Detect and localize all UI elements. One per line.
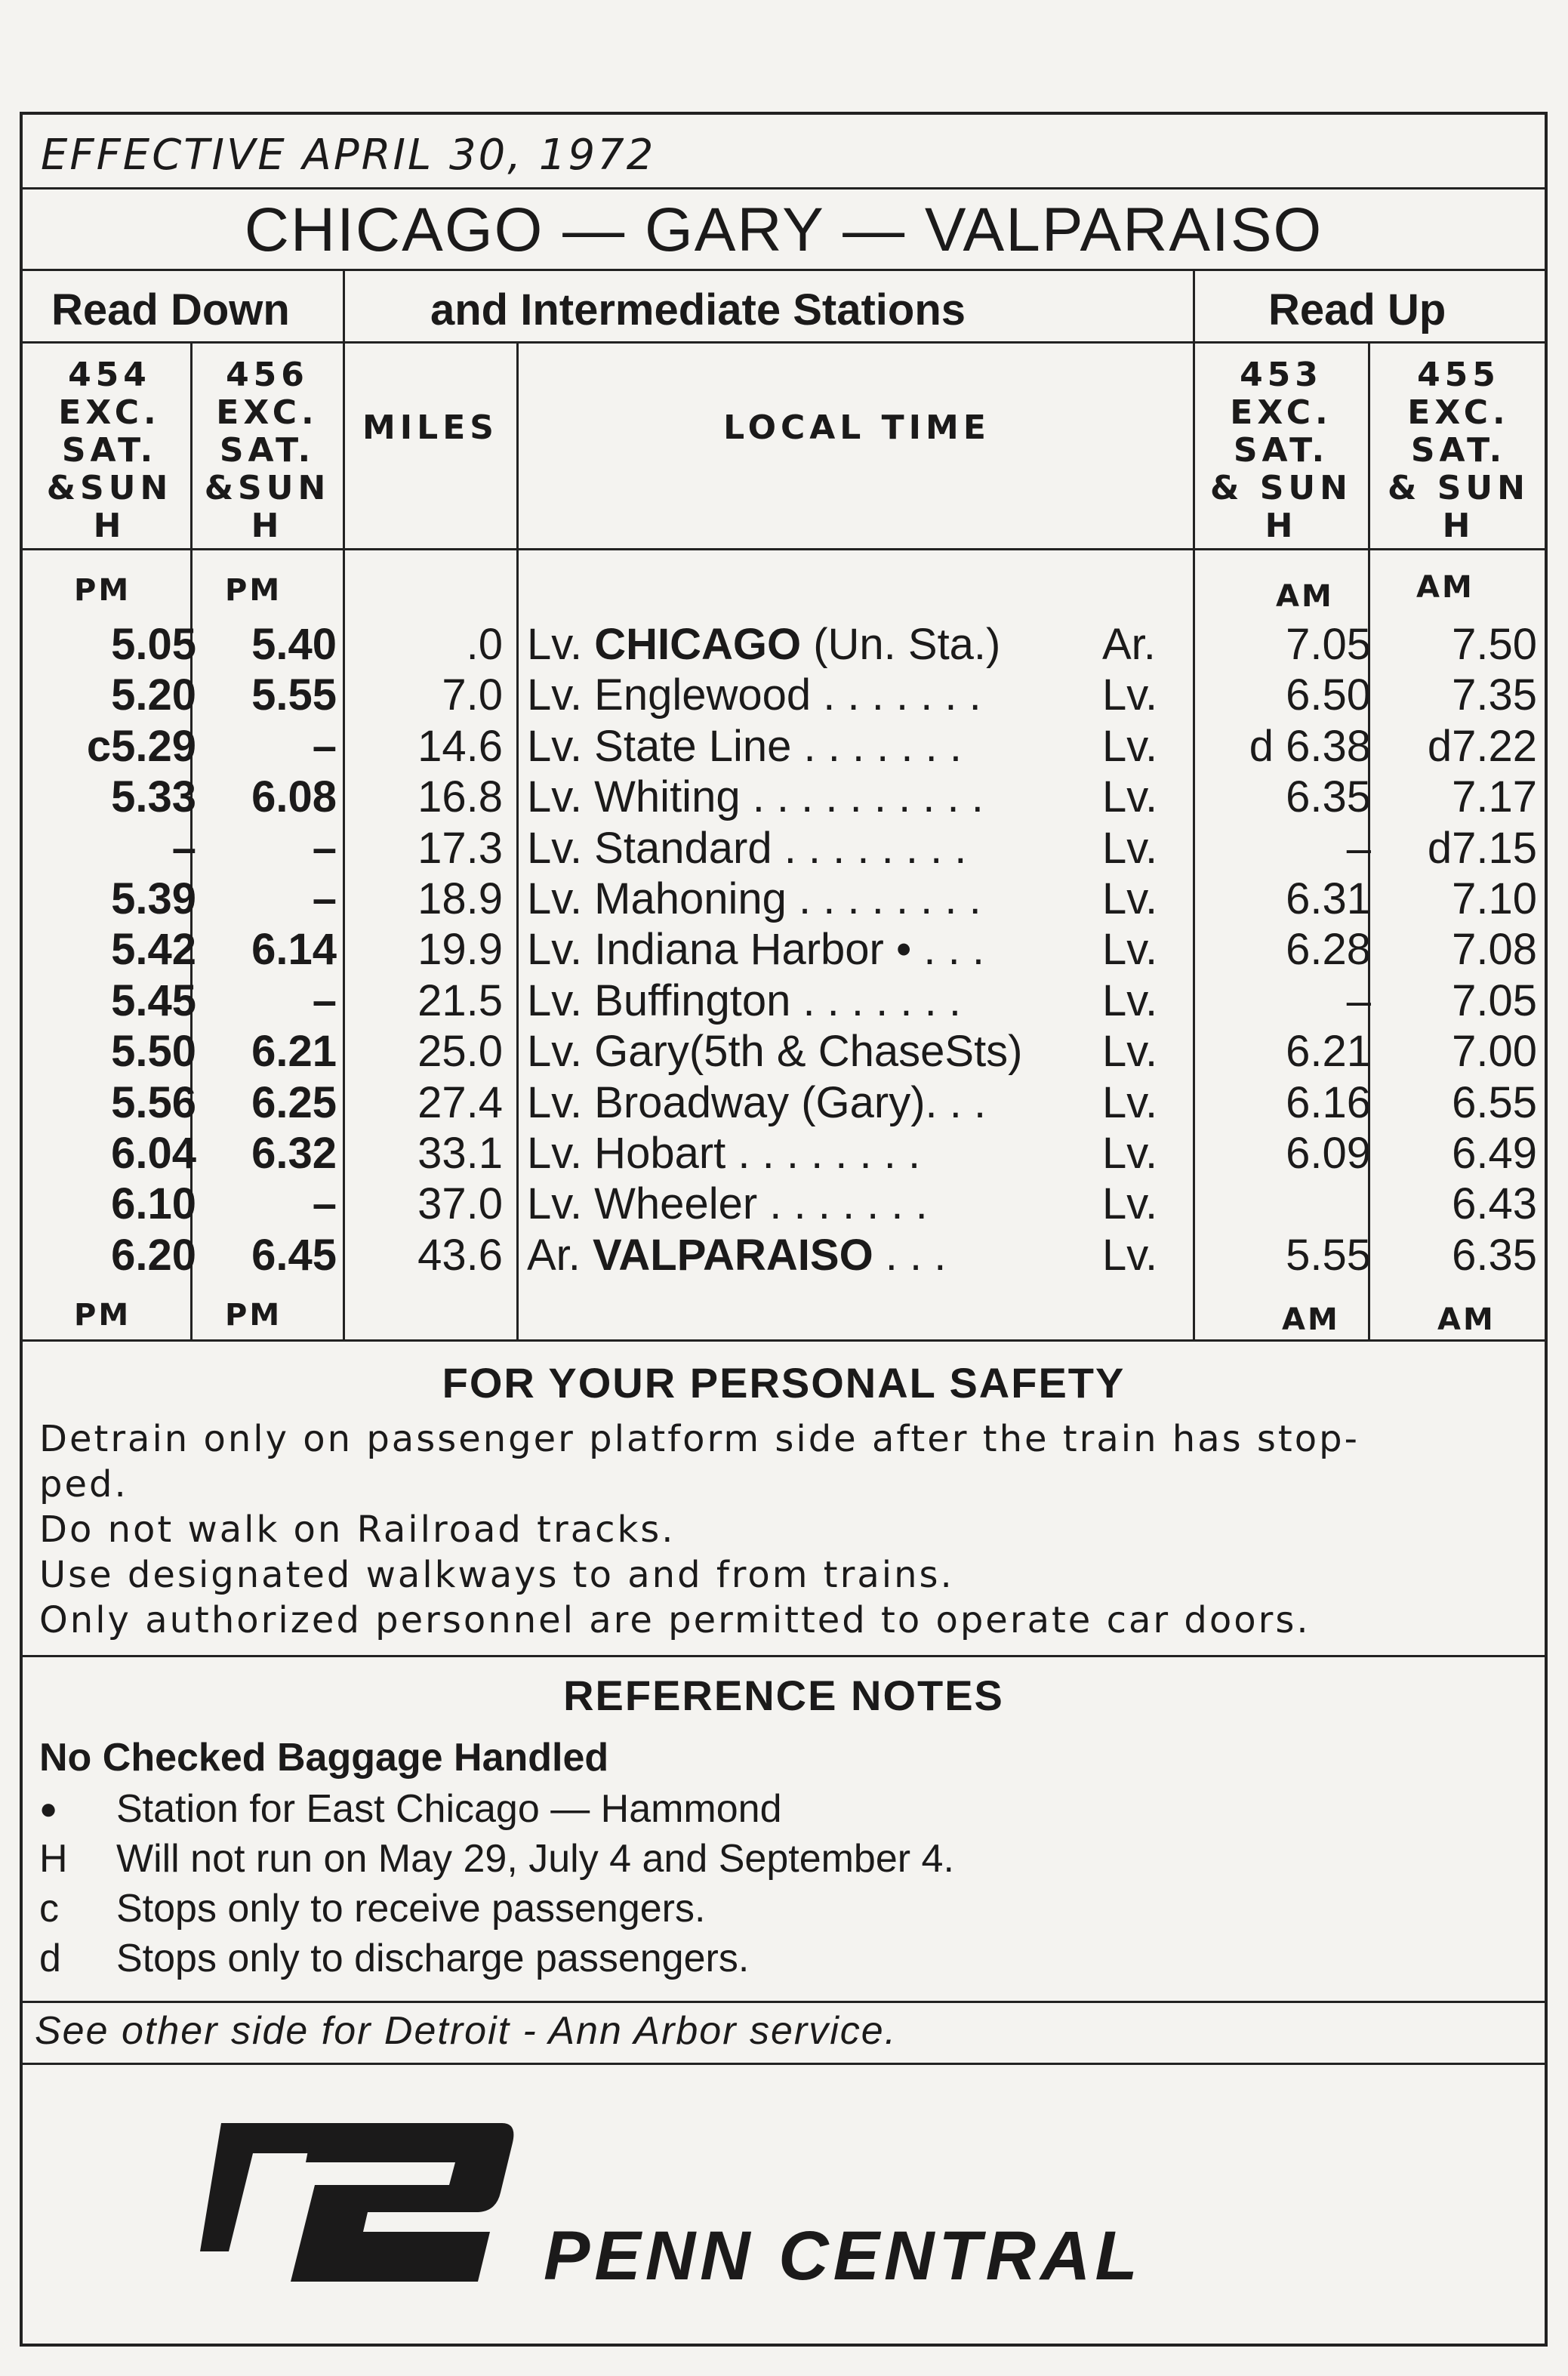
miles-value: 43.6 <box>417 1230 503 1280</box>
train-453-time: 6.16 <box>1286 1077 1371 1127</box>
train-455-time: 7.17 <box>1452 772 1537 822</box>
schedule-row <box>23 975 1545 1026</box>
miles-value: 19.9 <box>417 925 503 975</box>
safety-line: Detrain only on passenger platform side after the train has stop- <box>39 1418 1360 1460</box>
am-label: AM <box>1416 570 1474 605</box>
train-456-time: – <box>312 823 337 873</box>
train-456-time: 6.14 <box>251 925 337 975</box>
train-455-time: 6.55 <box>1452 1077 1537 1127</box>
direction-code: Lv. <box>1102 670 1158 720</box>
baggage-note: No Checked Baggage Handled <box>39 1736 609 1780</box>
train-454-time: 5.05 <box>111 620 196 669</box>
reference-note: Will not run on May 29, July 4 and September 4. <box>116 1837 954 1881</box>
direction-code: Lv. <box>1102 975 1158 1025</box>
direction-code: Lv. <box>1102 721 1158 771</box>
train-456-time: – <box>312 874 337 923</box>
local-time-header: LOCAL TIME <box>723 408 990 447</box>
read-up-header: Read Up <box>1268 285 1446 334</box>
direction-code: Lv. <box>1102 1077 1158 1127</box>
miles-value: 37.0 <box>417 1179 503 1229</box>
divider <box>23 341 1545 344</box>
train-455-time: 7.10 <box>1452 874 1537 923</box>
schedule-row <box>23 1128 1545 1179</box>
train-454-time: 5.20 <box>111 670 196 720</box>
train-456-time: – <box>312 1179 337 1229</box>
train-454-time: 5.50 <box>111 1027 196 1077</box>
train-454-time: – <box>171 823 196 873</box>
direction-code: Ar. <box>1102 620 1156 669</box>
timetable-card <box>20 112 1548 2347</box>
train-456-header: 456 EXC. SAT. &SUN H <box>204 356 331 545</box>
divider <box>23 2001 1545 2003</box>
train-453-time: d 6.38 <box>1249 721 1371 771</box>
train-456-time: 6.25 <box>251 1077 337 1127</box>
reference-notes-title: REFERENCE NOTES <box>563 1672 1004 1719</box>
train-455-time: 7.00 <box>1452 1027 1537 1077</box>
train-454-time: 6.04 <box>111 1129 196 1178</box>
train-455-time: 6.49 <box>1452 1129 1537 1178</box>
direction-code: Lv. <box>1102 874 1158 923</box>
station-name: Lv. Gary(5th & ChaseSts) <box>527 1027 1023 1077</box>
am-label: AM <box>1282 1302 1340 1337</box>
schedule-row <box>23 670 1545 720</box>
schedule-row <box>23 823 1545 874</box>
station-name: Lv. Mahoning . . . . . . . . <box>527 874 981 923</box>
divider <box>23 548 1545 550</box>
train-454-time: 5.33 <box>111 772 196 822</box>
route-title: CHICAGO — GARY — VALPARAISO <box>244 196 1323 264</box>
train-455-time: d7.22 <box>1427 721 1537 771</box>
miles-value: 16.8 <box>417 772 503 822</box>
schedule-row <box>23 1026 1545 1077</box>
note-symbol: H <box>39 1837 68 1881</box>
train-455-time: d7.15 <box>1427 823 1537 873</box>
miles-value: 14.6 <box>417 721 503 771</box>
train-454-time: 6.10 <box>111 1179 196 1229</box>
schedule-row <box>23 1077 1545 1128</box>
schedule-row <box>23 772 1545 822</box>
train-456-time: 6.45 <box>251 1230 337 1280</box>
schedule-row <box>23 874 1545 924</box>
miles-header: MILES <box>362 408 498 447</box>
train-456-time: 6.08 <box>251 772 337 822</box>
station-name: Lv. Indiana Harbor • . . . <box>527 925 984 975</box>
reference-note: Stops only to receive passengers. <box>116 1887 706 1931</box>
train-455-header: 455 EXC. SAT. & SUN H <box>1388 356 1529 545</box>
miles-value: 17.3 <box>417 823 503 873</box>
pm-label: PM <box>225 573 282 608</box>
effective-date: EFFECTIVE APRIL 30, 1972 <box>41 131 656 180</box>
train-454-time: 5.45 <box>111 975 196 1025</box>
miles-value: 21.5 <box>417 975 503 1025</box>
safety-line: ped. <box>39 1463 128 1505</box>
am-label: AM <box>1276 579 1334 614</box>
read-down-header: Read Down <box>51 285 290 334</box>
station-name: Lv. Buffington . . . . . . . <box>527 975 961 1025</box>
train-455-time: 7.08 <box>1452 925 1537 975</box>
station-name: Lv. Englewood . . . . . . . <box>527 670 981 720</box>
schedule-row <box>23 721 1545 772</box>
station-name: Lv. Wheeler . . . . . . . <box>527 1179 928 1229</box>
train-454-time: 5.56 <box>111 1077 196 1127</box>
train-453-time: 5.55 <box>1286 1230 1371 1280</box>
schedule-row <box>23 1179 1545 1229</box>
penn-central-logo <box>200 2123 517 2282</box>
train-453-time: 6.50 <box>1286 670 1371 720</box>
divider <box>23 2063 1545 2065</box>
divider <box>23 1339 1545 1342</box>
train-455-time: 6.43 <box>1452 1179 1537 1229</box>
direction-code: Lv. <box>1102 823 1158 873</box>
intermediate-stations-header: and Intermediate Stations <box>430 285 966 334</box>
train-453-time: 6.28 <box>1286 925 1371 975</box>
train-455-time: 7.05 <box>1452 975 1537 1025</box>
train-453-header: 453 EXC. SAT. & SUN H <box>1210 356 1352 545</box>
miles-value: .0 <box>466 620 503 669</box>
pm-label: PM <box>74 573 131 608</box>
reference-note: Station for East Chicago — Hammond <box>116 1787 782 1831</box>
train-456-time: 6.21 <box>251 1027 337 1077</box>
train-454-time: 6.20 <box>111 1230 196 1280</box>
train-453-time: 6.31 <box>1286 874 1371 923</box>
station-name: Lv. State Line . . . . . . . <box>527 721 962 771</box>
direction-code: Lv. <box>1102 1129 1158 1178</box>
direction-code: Lv. <box>1102 1230 1158 1280</box>
schedule-row <box>23 924 1545 975</box>
direction-code: Lv. <box>1102 772 1158 822</box>
train-455-time: 6.35 <box>1452 1230 1537 1280</box>
station-name: Lv. Standard . . . . . . . . <box>527 823 967 873</box>
train-455-time: 7.35 <box>1452 670 1537 720</box>
direction-code: Lv. <box>1102 1179 1158 1229</box>
miles-value: 25.0 <box>417 1027 503 1077</box>
miles-value: 27.4 <box>417 1077 503 1127</box>
schedule-row <box>23 1230 1545 1280</box>
safety-line: Only authorized personnel are permitted to operate car doors. <box>39 1599 1311 1641</box>
train-456-time: 5.40 <box>251 620 337 669</box>
train-454-time: 5.39 <box>111 874 196 923</box>
miles-value: 7.0 <box>442 670 503 720</box>
train-456-time: – <box>312 975 337 1025</box>
train-454-time: c5.29 <box>86 721 196 771</box>
schedule-row <box>23 619 1545 670</box>
safety-title: FOR YOUR PERSONAL SAFETY <box>442 1359 1126 1407</box>
train-455-time: 7.50 <box>1452 620 1537 669</box>
train-453-time: 6.21 <box>1286 1027 1371 1077</box>
train-454-time: 5.42 <box>111 925 196 975</box>
direction-code: Lv. <box>1102 1027 1158 1077</box>
station-name: Ar. VALPARAISO . . . <box>527 1230 947 1280</box>
train-453-time: – <box>1346 975 1371 1025</box>
train-454-header: 454 EXC. SAT. &SUN H <box>46 356 173 545</box>
bullet-icon: ● <box>39 1792 58 1826</box>
train-456-time: 5.55 <box>251 670 337 720</box>
train-456-time: – <box>312 721 337 771</box>
station-name: Lv. Whiting . . . . . . . . . . <box>527 772 984 822</box>
station-name: Lv. Hobart . . . . . . . . <box>527 1129 921 1178</box>
divider <box>23 1655 1545 1657</box>
note-symbol: d <box>39 1937 61 1980</box>
train-453-time: 6.09 <box>1286 1129 1371 1178</box>
divider <box>23 269 1545 271</box>
other-side-note: See other side for Detroit - Ann Arbor service. <box>35 2009 898 2053</box>
divider <box>23 187 1545 190</box>
station-name: Lv. CHICAGO (Un. Sta.) <box>527 620 1001 669</box>
direction-code: Lv. <box>1102 925 1158 975</box>
train-456-time: 6.32 <box>251 1129 337 1178</box>
am-label: AM <box>1437 1302 1496 1337</box>
station-name: Lv. Broadway (Gary). . . <box>527 1077 987 1127</box>
train-453-time: 6.35 <box>1286 772 1371 822</box>
pm-label: PM <box>74 1298 131 1333</box>
brand-name: PENN CENTRAL <box>544 2217 1142 2294</box>
train-453-time: – <box>1346 823 1371 873</box>
safety-line: Use designated walkways to and from trains. <box>39 1554 954 1596</box>
safety-line: Do not walk on Railroad tracks. <box>39 1508 676 1551</box>
miles-value: 18.9 <box>417 874 503 923</box>
note-symbol: c <box>39 1887 59 1931</box>
pm-label: PM <box>225 1298 282 1333</box>
train-453-time: 7.05 <box>1286 620 1371 669</box>
miles-value: 33.1 <box>417 1129 503 1178</box>
reference-note: Stops only to discharge passengers. <box>116 1937 750 1980</box>
